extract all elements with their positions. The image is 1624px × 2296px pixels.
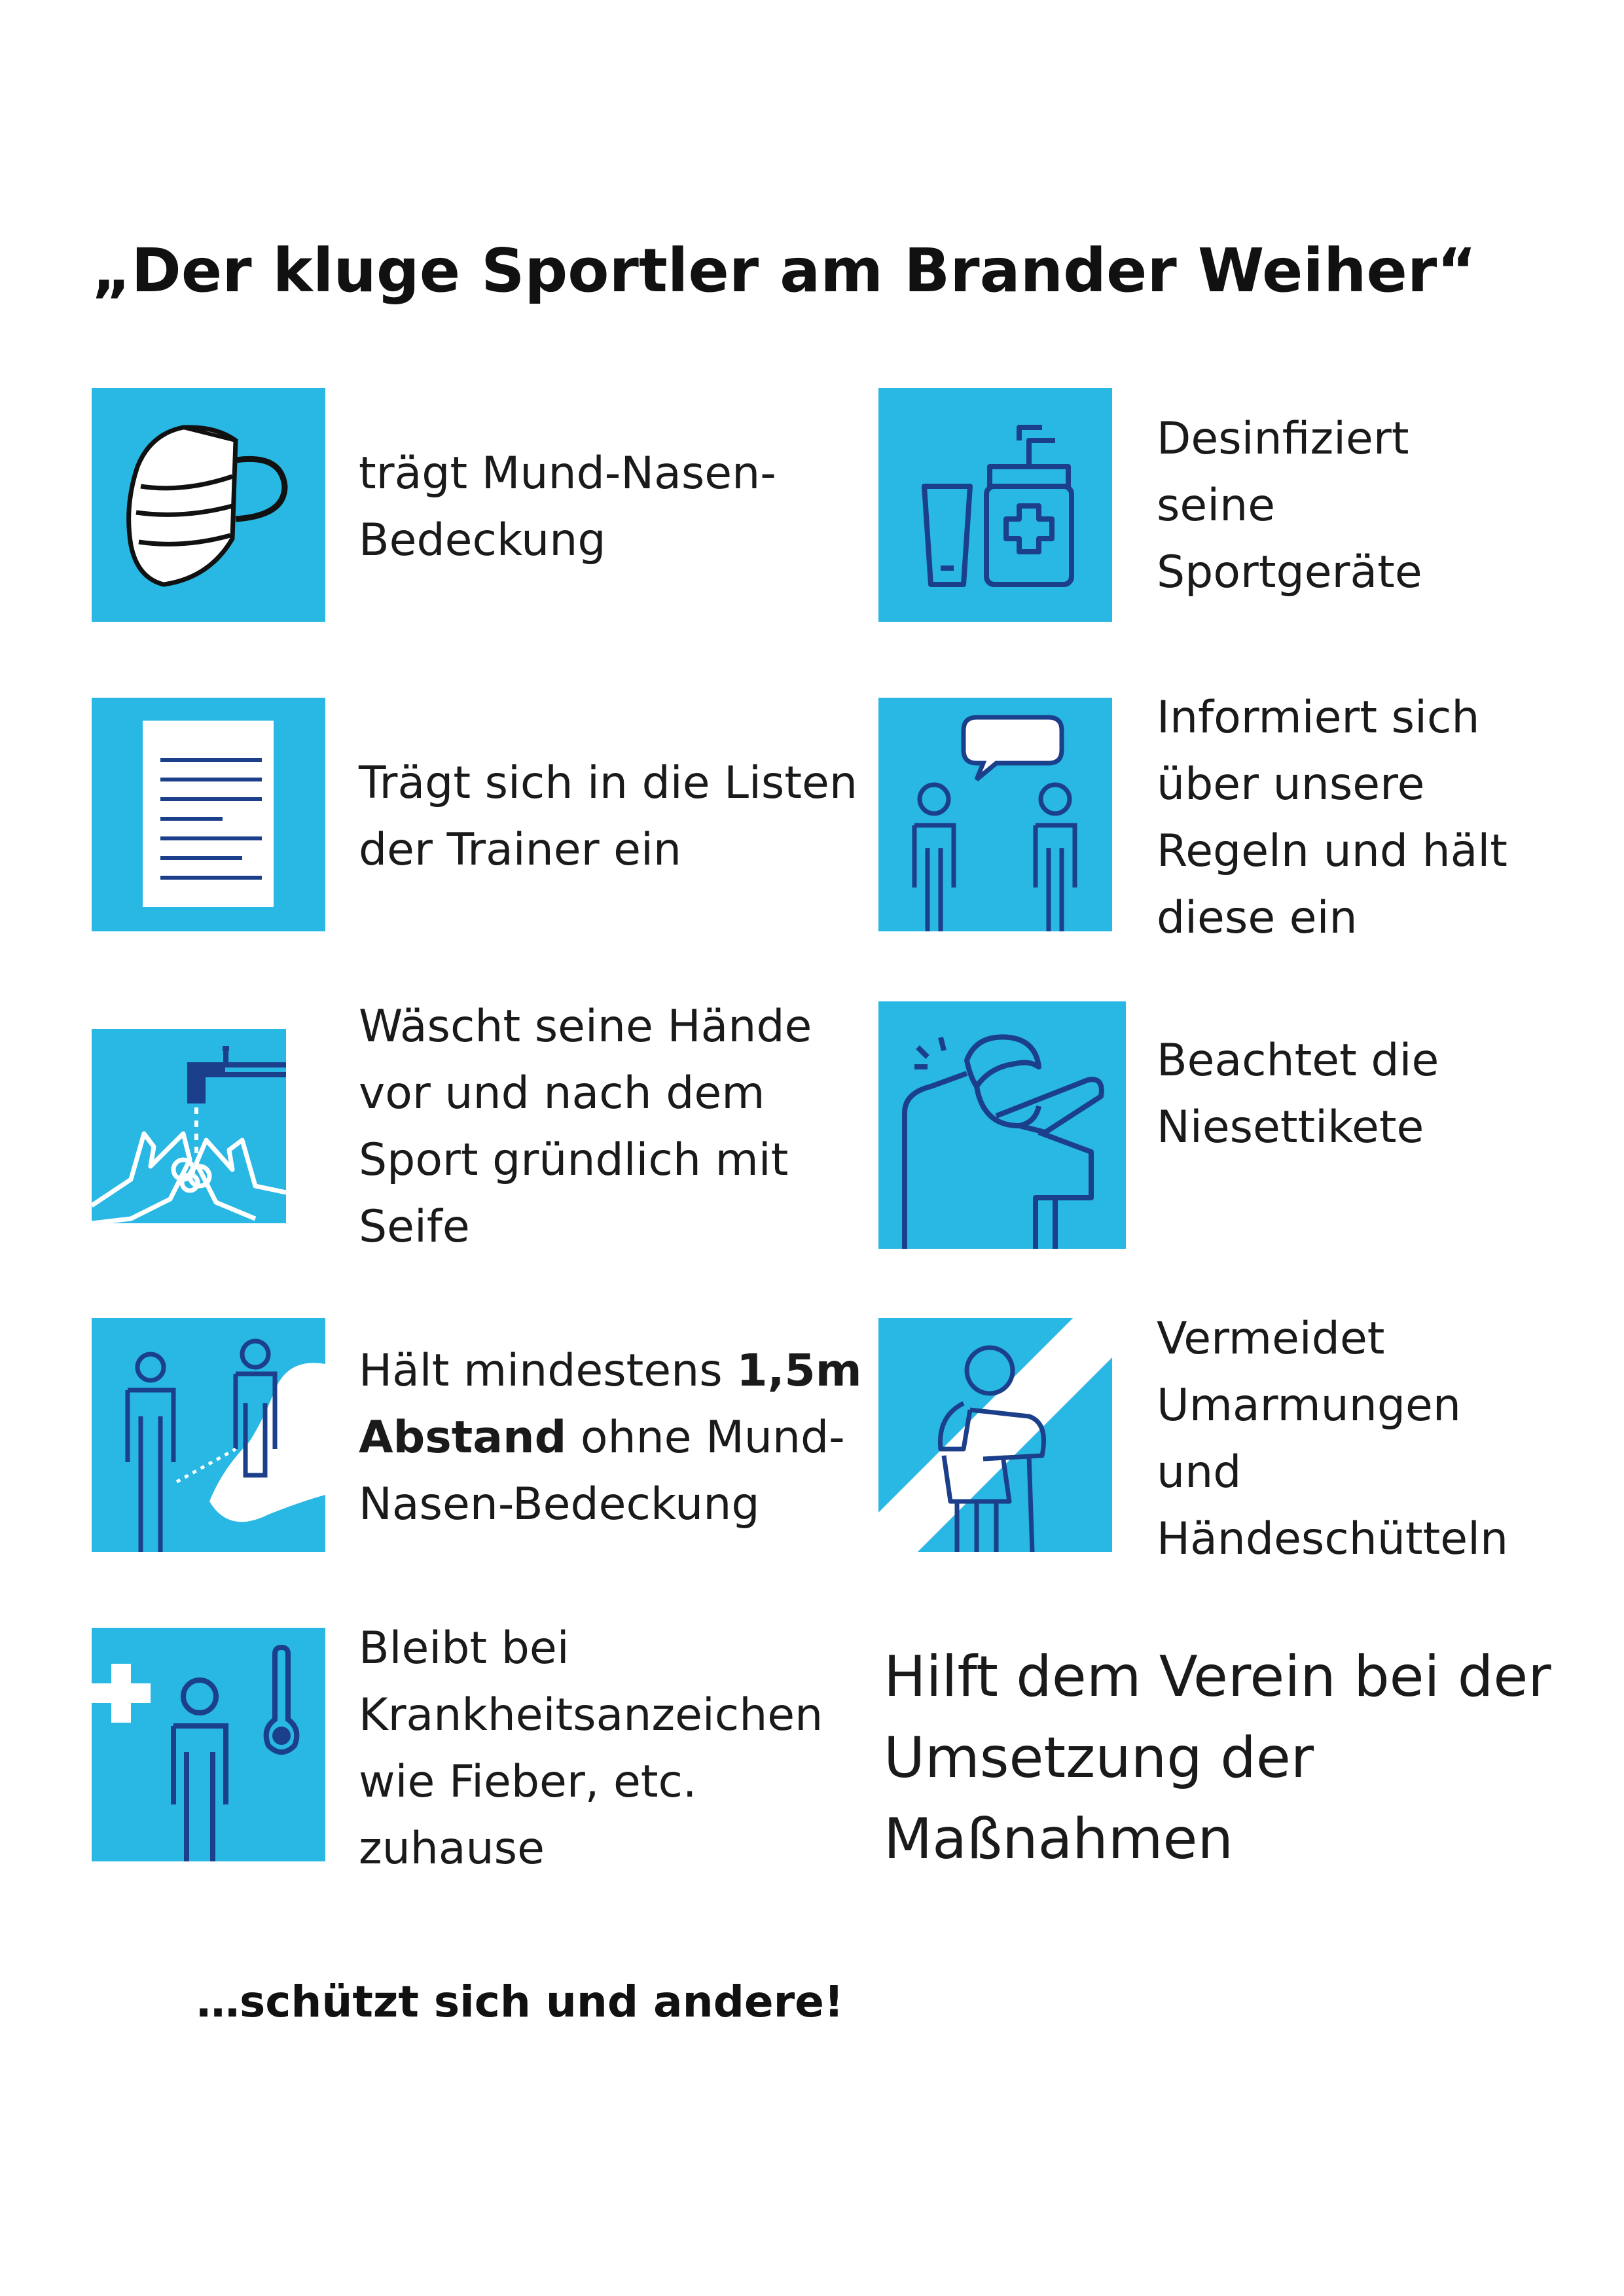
mask-text: trägt Mund-Nasen- Bedeckung (359, 448, 776, 566)
disinfect-text: Desinfiziert seine Sportgeräte (1157, 413, 1422, 598)
distance-text: Hält mindestens 1,5m Abstand ohne Mund- Nasen-Bedeckung (359, 1345, 862, 1530)
face-mask-icon (92, 388, 325, 622)
wash-text: Wäscht seine Hände vor und nach dem Sport gründlich mit Seife (359, 1001, 812, 1253)
distance-icon (92, 1318, 325, 1552)
inform-text: Informiert sich über unsere Regeln und hält diese ein (1157, 692, 1507, 944)
list-text: Trägt sich in die Listen der Trainer ein (359, 757, 857, 876)
hug-text: Vermeidet Umarmungen und Händeschütteln (1157, 1313, 1509, 1565)
document-list-icon (92, 698, 325, 931)
sick-thermometer-icon (92, 1628, 325, 1861)
disinfectant-bottle-icon (878, 388, 1112, 622)
no-hugging-icon (878, 1318, 1112, 1552)
help-text: Hilft dem Verein bei der Umsetzung der Maßnahmen (884, 1644, 1551, 1872)
sick-text: Bleibt bei Krankheitsanzeichen wie Fieber, etc. zuhause (359, 1623, 823, 1874)
sneeze-text: Beachtet die Niesettikete (1157, 1035, 1439, 1153)
people-talking-icon (878, 698, 1112, 931)
footer-slogan: …schützt sich und andere! (196, 1977, 844, 2027)
page-title: „Der kluge Sportler am Brander Weiher“ (92, 236, 1477, 306)
sneeze-elbow-icon (878, 1001, 1126, 1249)
handwashing-icon (92, 1029, 286, 1223)
